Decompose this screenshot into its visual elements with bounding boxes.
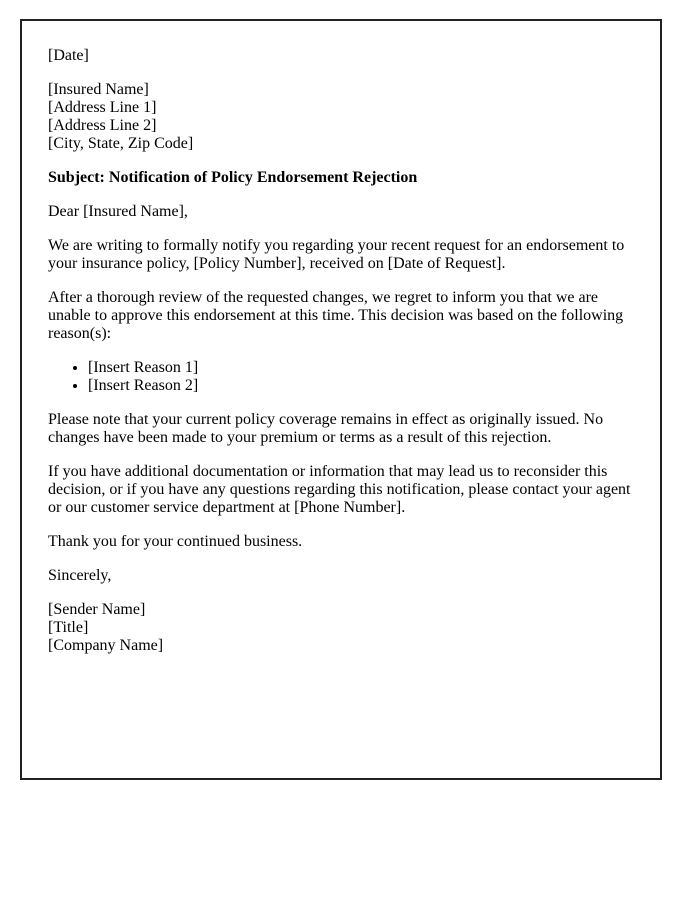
paragraph-intro: We are writing to formally notify you regarding your recent request for an endorsement to your insurance policy, [Policy Number], received on [Date of Request]. [48,237,625,272]
signature-company-name: [Company Name] [48,637,164,654]
reason-list [48,359,634,395]
signature-title: [Title] [48,619,89,636]
paragraph-reconsideration: If you have additional documentation or information that may lead us to reconsider this decision, or if you have any questions regarding this notification, please contact your agent or our customer service department at [Phone Number]. [48,463,631,516]
letter-date [48,47,634,65]
recipient-city-state-zip: [City, State, Zip Code] [48,135,194,152]
signoff: Sincerely, [48,567,112,584]
paragraph-closing-thanks: Thank you for your continued business. [48,533,303,550]
recipient-address-block [48,81,634,153]
reason-list-item: • [Insert Reason 1] [88,359,634,377]
paragraph-decision: After a thorough review of the requested changes, we regret to inform you that we are unable to approve this endorsement at this time. This decision was based on the following reason(s): [48,289,624,342]
salutation: Dear [Insured Name], [48,203,188,220]
letter-document [20,19,662,780]
signature-block [48,601,634,655]
date-placeholder: [Date] [48,47,89,64]
subject-line: Subject: Notification of Policy Endorsement Rejection [48,169,418,186]
recipient-name: [Insured Name] [48,81,149,98]
paragraph-coverage-note: Please note that your current policy coverage remains in effect as originally issued. No changes have been made to your premium or terms as a result of this rejection. [48,411,604,446]
reason-list-item: • [Insert Reason 2] [88,377,634,395]
recipient-address-line-2: [Address Line 2] [48,117,157,134]
signature-sender-name: [Sender Name] [48,601,146,618]
recipient-address-line-1: [Address Line 1] [48,99,157,116]
